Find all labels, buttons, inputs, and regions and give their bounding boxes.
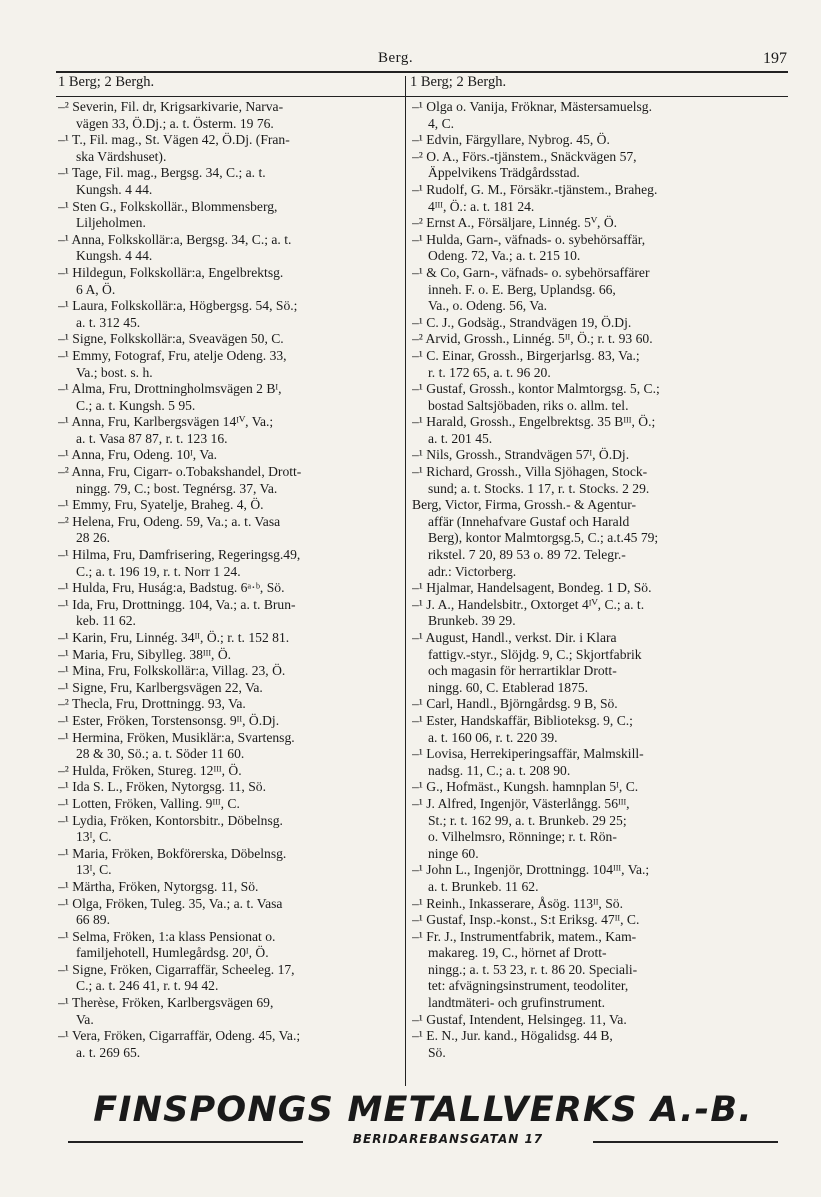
entry-line: –¹ G., Hofmäst., Kungsh. hamnplan 5ᴵ, C. [412, 779, 639, 795]
entry-line: –² Anna, Fru, Cigarr- o.Tobakshandel, Drott- [58, 464, 302, 480]
entry-line: –¹ T., Fil. mag., St. Vägen 42, Ö.Dj. (Fran- [58, 132, 290, 148]
entry-line: –¹ Therèse, Fröken, Karlbergsvägen 69, [58, 995, 274, 1011]
entry-line: –¹ J. Alfred, Ingenjör, Västerlångg. 56ᴵᴵᴵ, [412, 795, 630, 811]
entry-line: –¹ Hjalmar, Handelsagent, Bondeg. 1 D, Sö. [412, 580, 652, 596]
entry-line: –¹ Richard, Grossh., Villa Sjöhagen, Stock- [412, 464, 648, 480]
entry-line: –¹ Hulda, Garn-, väfnads- o. sybehörsaffär, [412, 231, 646, 247]
entry-line: –¹ Olga, Fröken, Tuleg. 35, Va.; a. t. Vasa [58, 895, 283, 911]
entry-line: Berg, Victor, Firma, Grossh.- & Agentur- [412, 497, 637, 513]
entry-line: –¹ Vera, Fröken, Cigarraffär, Odeng. 45, Va.; [58, 1028, 301, 1044]
entry-line: –¹ Signe, Fru, Karlbergsvägen 22, Va. [58, 679, 263, 695]
column-heading-rule [56, 96, 788, 97]
entry-line: –¹ Hilma, Fru, Damfrisering, Regeringsg.49, [58, 547, 301, 563]
entry-line: –¹ Olga o. Vanija, Fröknar, Mästersamuelsg. [412, 99, 652, 114]
running-head [0, 50, 821, 70]
entry-continuation-line: sund; a. t. Stocks. 1 17, r. t. Stocks. 2 29. [428, 480, 650, 496]
entry-continuation-line: ningg.; a. t. 53 23, r. t. 86 20. Speciali- [428, 961, 638, 977]
entry-continuation-line: inneh. F. o. E. Berg, Uplandsg. 66, [428, 281, 616, 297]
entry-line: –¹ Tage, Fil. mag., Bergsg. 34, C.; a. t. [58, 165, 266, 181]
entry-line: –¹ Ida, Fru, Drottningg. 104, Va.; a. t. Brun- [58, 596, 296, 612]
entry-line: –² Severin, Fil. dr, Krigsarkivarie, Narva- [58, 99, 284, 114]
entry-line: –² Ernst A., Försäljare, Linnég. 5ⱽ, Ö. [412, 215, 618, 231]
entry-line: –¹ Maria, Fru, Sibylleg. 38ᴵᴵᴵ, Ö. [58, 646, 232, 662]
entry-line: –¹ Reinh., Inkasserare, Åsög. 113ᴵᴵ, Sö. [412, 895, 623, 911]
entry-line: –¹ Harald, Grossh., Engelbrektsg. 35 Bᴵᴵᴵ, Ö.; [412, 414, 656, 430]
entry-line: –¹ Märtha, Fröken, Nytorgsg. 11, Sö. [58, 878, 259, 894]
entry-line: –¹ Hulda, Fru, Huság:a, Badstug. 6ᵃ·ᵇ, Sö. [58, 580, 285, 596]
left-column [58, 99, 402, 1061]
entry-continuation-line: ninge 60. [428, 845, 479, 861]
entry-continuation-line: Liljeholmen. [76, 215, 146, 231]
entry-continuation-line: 13ᴵ, C. [76, 829, 112, 845]
entry-continuation-line: Odeng. 72, Va.; a. t. 215 10. [428, 248, 581, 264]
entry-continuation-line: rikstel. 7 20, 89 53 o. 89 72. Telegr.- [428, 547, 626, 563]
entry-continuation-line: fattigv.-styr., Slöjdg. 9, C.; Skjortfabrik [428, 646, 642, 662]
entry-continuation-line: Va. [76, 1011, 94, 1027]
entry-continuation-line: 28 & 30, Sö.; a. t. Söder 11 60. [76, 746, 245, 762]
entry-line: –¹ Rudolf, G. M., Försäkr.-tjänstem., Braheg. [412, 181, 658, 197]
entry-line: –¹ Ester, Handskaffär, Biblioteksg. 9, C.; [412, 712, 633, 728]
entry-continuation-line: C.; a. t. 246 41, r. t. 94 42. [76, 978, 219, 994]
entry-continuation-line: 28 26. [76, 530, 110, 546]
entry-continuation-line: a. t. 269 65. [76, 1044, 141, 1060]
entry-line: –¹ J. A., Handelsbitr., Oxtorget 4ᴵⱽ, C.; a. t. [412, 596, 645, 612]
right-column-heading: 1 Berg; 2 Bergh. [410, 74, 507, 90]
entry-line: –¹ Gustaf, Grossh., kontor Malmtorgsg. 5, C.; [412, 381, 660, 397]
entry-line: –¹ Selma, Fröken, 1:a klass Pensionat o. [58, 928, 276, 944]
entry-line: –¹ C. J., Godsäg., Strandvägen 19, Ö.Dj. [412, 314, 632, 330]
entry-line: –¹ Fr. J., Instrumentfabrik, matem., Kam- [412, 928, 637, 944]
subtitle-rule-right [593, 1141, 778, 1143]
entry-continuation-line: a. t. 201 45. [428, 430, 493, 446]
entry-continuation-line: Äppelvikens Trädgårdsstad. [428, 165, 580, 181]
running-head-title: Berg. [378, 50, 414, 66]
entry-continuation-line: keb. 11 62. [76, 613, 136, 629]
entry-line: –¹ Mina, Fru, Folkskollär:a, Villag. 23, Ö. [58, 663, 286, 679]
entry-continuation-line: ska Värdshuset). [76, 148, 167, 164]
entry-continuation-line: bostad Saltsjöbaden, riks o. allm. tel. [428, 397, 629, 413]
entry-line: –² Thecla, Fru, Drottningg. 93, Va. [58, 696, 246, 712]
entry-continuation-line: C.; a. t. 196 19, r. t. Norr 1 24. [76, 563, 241, 579]
entry-line: –¹ John L., Ingenjör, Drottningg. 104ᴵᴵᴵ, Va.; [412, 862, 650, 878]
entry-line: –¹ Anna, Fru, Karlbergsvägen 14ᴵⱽ, Va.; [58, 414, 274, 430]
entry-line: –¹ Signe, Folkskollär:a, Sveavägen 50, C. [58, 331, 284, 347]
header-rule [56, 71, 788, 73]
entry-line: –¹ Emmy, Fru, Syatelje, Braheg. 4, Ö. [58, 497, 264, 513]
entry-line: –¹ Anna, Folkskollär:a, Bergsg. 34, C.; a. t. [58, 231, 292, 247]
entry-line: –¹ Gustaf, Intendent, Helsingeg. 11, Va. [412, 1011, 627, 1027]
entry-continuation-line: o. Vilhelmsro, Rönninge; r. t. Rön- [428, 829, 617, 845]
entry-continuation-line: ningg. 79, C.; bost. Tegnérsg. 37, Va. [76, 480, 278, 496]
entry-line: –¹ Anna, Fru, Odeng. 10ᴵ, Va. [58, 447, 218, 463]
entry-continuation-line: ningg. 60, C. Etablerad 1875. [428, 679, 589, 695]
entry-continuation-line: a. t. 312 45. [76, 314, 141, 330]
entry-line: –¹ E. N., Jur. kand., Högalidsg. 44 B, [412, 1028, 613, 1044]
entry-line: –¹ Lotten, Fröken, Valling. 9ᴵᴵᴵ, C. [58, 795, 240, 811]
entry-continuation-line: 66 89. [76, 912, 110, 928]
entry-line: –¹ Nils, Grossh., Strandvägen 57ᴵ, Ö.Dj. [412, 447, 630, 463]
right-column [412, 99, 786, 1061]
entry-line: –¹ Hermina, Fröken, Musiklär:a, Svartensg. [58, 729, 295, 745]
entry-continuation-line: a. t. Vasa 87 87, r. t. 123 16. [76, 430, 228, 446]
entry-continuation-line: Kungsh. 4 44. [76, 248, 153, 264]
left-column-heading: 1 Berg; 2 Bergh. [58, 74, 155, 90]
entry-continuation-line: makareg. 19, C., hörnet af Drott- [428, 945, 607, 961]
entry-line: –² Arvid, Grossh., Linnég. 5ᴵᴵ, Ö.; r. t. 93 60. [412, 331, 653, 347]
advertisement [58, 1090, 788, 1154]
entry-continuation-line: a. t. 160 06, r. t. 220 39. [428, 729, 558, 745]
entry-continuation-line: 4, C. [428, 115, 455, 131]
entry-line: –² Hulda, Fröken, Stureg. 12ᴵᴵᴵ, Ö. [58, 762, 242, 778]
column-divider [405, 76, 406, 1086]
entry-line: –¹ Sten G., Folkskollär., Blommensberg, [58, 198, 278, 214]
entry-line: –¹ Signe, Fröken, Cigarraffär, Scheeleg. 17, [58, 961, 295, 977]
entry-continuation-line: C.; a. t. Kungsh. 5 95. [76, 397, 196, 413]
entry-line: –¹ August, Handl., verkst. Dir. i Klara [412, 630, 617, 645]
entry-continuation-line: 13ᴵ, C. [76, 862, 112, 878]
advertisement-subtitle: BERIDAREBANSGATAN 17 [352, 1132, 544, 1146]
entry-line: –² O. A., Förs.-tjänstem., Snäckvägen 57, [412, 148, 637, 164]
entry-continuation-line: St.; r. t. 162 99, a. t. Brunkeb. 29 25; [428, 812, 627, 828]
entry-line: –¹ Carl, Handl., Björngårdsg. 9 B, Sö. [412, 696, 618, 712]
entry-continuation-line: tet: afvägningsinstrument, teodoliter, [428, 978, 629, 994]
entry-line: –¹ Lovisa, Herrekiperingsaffär, Malmskill- [412, 746, 644, 762]
entry-line: –¹ Maria, Fröken, Bokförerska, Döbelnsg. [58, 845, 287, 861]
entry-line: –¹ Laura, Folkskollär:a, Högbergsg. 54, Sö.; [58, 298, 298, 314]
entry-continuation-line: och magasin för herrartiklar Drott- [428, 663, 617, 679]
entry-continuation-line: vägen 33, Ö.Dj.; a. t. Österm. 19 76. [76, 115, 274, 131]
entry-continuation-line: nadsg. 11, C.; a. t. 208 90. [428, 762, 571, 778]
entry-line: –¹ Hildegun, Folkskollär:a, Engelbrektsg. [58, 264, 284, 280]
entry-continuation-line: familjehotell, Humlegårdsg. 20ᴵ, Ö. [76, 945, 269, 961]
entry-line: –¹ Karin, Fru, Linnég. 34ᴵᴵ, Ö.; r. t. 152 81. [58, 630, 290, 645]
advertisement-subtitle-row [58, 1132, 788, 1150]
entry-line: –¹ Emmy, Fotograf, Fru, atelje Odeng. 33, [58, 347, 287, 363]
entry-continuation-line: r. t. 172 65, a. t. 96 20. [428, 364, 551, 380]
entry-continuation-line: Va., o. Odeng. 56, Va. [428, 298, 548, 314]
entry-continuation-line: Kungsh. 4 44. [76, 181, 153, 197]
entry-continuation-line: affär (Innehafvare Gustaf och Harald [428, 513, 630, 529]
entry-continuation-line: Sö. [428, 1044, 446, 1060]
entry-line: –² Helena, Fru, Odeng. 59, Va.; a. t. Vasa [58, 513, 281, 529]
subtitle-rule-left [68, 1141, 303, 1143]
entry-line: –¹ Alma, Fru, Drottningholmsvägen 2 Bᴵ, [58, 381, 282, 397]
entry-line: –¹ C. Einar, Grossh., Birgerjarlsg. 83, Va.; [412, 347, 640, 363]
entry-continuation-line: 4ᴵᴵᴵ, Ö.: a. t. 181 24. [428, 198, 535, 214]
entry-continuation-line: Berg), kontor Malmtorgsg.5, C.; a.t.45 79; [428, 530, 659, 546]
entry-line: –¹ & Co, Garn-, väfnads- o. sybehörsaffärer [412, 264, 650, 280]
entry-line: –¹ Lydia, Fröken, Kontorsbitr., Döbelnsg. [58, 812, 283, 828]
entry-line: –¹ Gustaf, Insp.-konst., S:t Eriksg. 47ᴵᴵ, C. [412, 912, 640, 928]
entry-line: –¹ Edvin, Färgyllare, Nybrog. 45, Ö. [412, 132, 610, 148]
advertisement-title: FINSPONGS METALLVERKS A.-B. [93, 1090, 753, 1130]
entry-continuation-line: adr.: Victorberg. [428, 563, 517, 579]
entry-continuation-line: 6 A, Ö. [76, 281, 116, 297]
entry-continuation-line: Brunkeb. 39 29. [428, 613, 516, 629]
entry-continuation-line: a. t. Brunkeb. 11 62. [428, 878, 539, 894]
entry-continuation-line: landtmäteri- och grufinstrument. [428, 995, 606, 1011]
page-number: 197 [763, 50, 787, 67]
entry-line: –¹ Ester, Fröken, Torstensonsg. 9ᴵᴵ, Ö.Dj. [58, 712, 280, 728]
entry-continuation-line: Va.; bost. s. h. [76, 364, 153, 380]
entry-line: –¹ Ida S. L., Fröken, Nytorgsg. 11, Sö. [58, 779, 266, 795]
